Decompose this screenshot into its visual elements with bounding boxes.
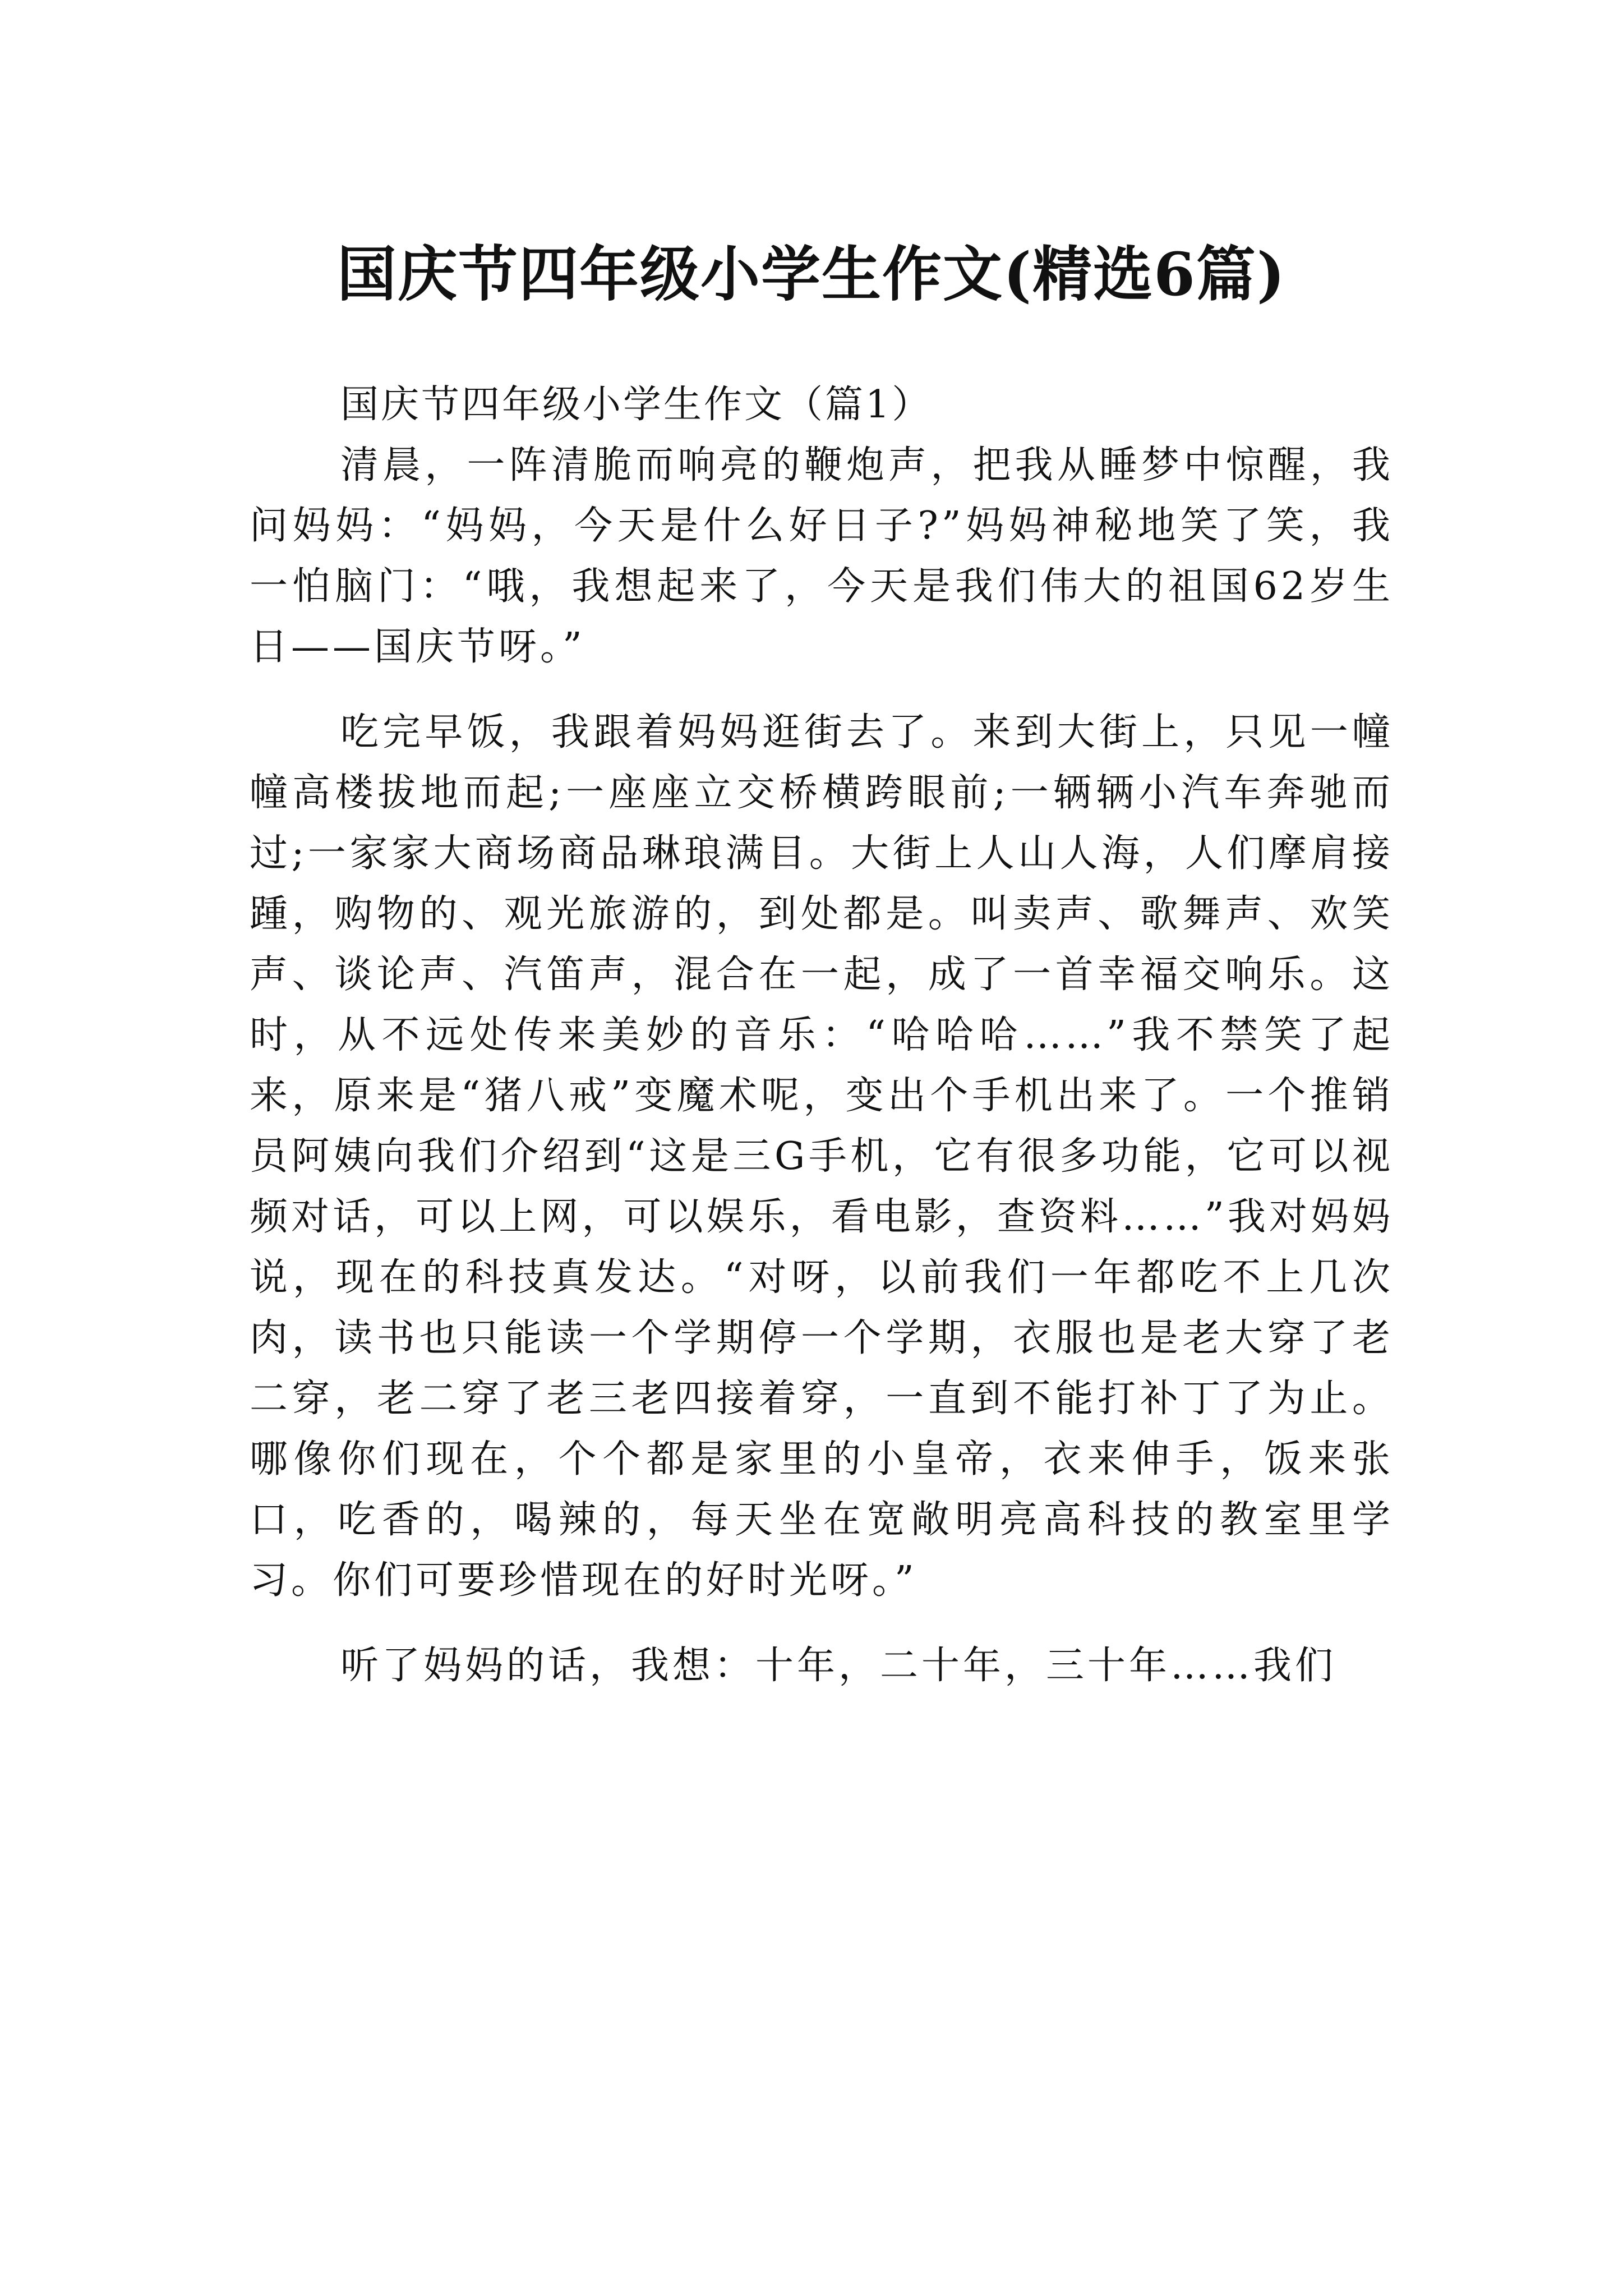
section-heading: 国庆节四年级小学生作文（篇1） [340, 383, 933, 427]
document-title: 国庆节四年级小学生作文(精选6篇) [336, 239, 1287, 310]
paragraph-3: 听了妈妈的话，我想：十年，二十年，三十年……我们 [340, 1644, 1337, 1688]
paragraph-2: 吃完早饭，我跟着妈妈逛街去了。来到大街上，只见一幢幢高楼拔地而起;一座座立交桥横跨眼前;一辆辆小汽车奔驰而过;一家家大商场商品琳琅满目。大街上人山人海，人们摩肩接踵，购物的、观光旅游的，到处都是。叫卖声、歌舞声、欢笑声、谈论声、汽笛声，混合在一起，成了一首幸福交响乐。这时，从不远处传来美妙的音乐：“哈哈哈……”我不禁笑了起来，原来是“猪八戒”变魔术呢，变出个手机出来了。一个推销员阿姨向我们介绍到“这是三G手机，它有很多功能，它可以视频对话，可以上网，可以娱乐，看电影，查资料……”我对妈妈说，现在的科技真发达。“对呀，以前我们一年都吃不上几次肉，读书也只能读一个学期停一个学期，衣服也是老大穿了老二穿，老二穿了老三老四接着穿，一直到不能打补丁了为止。哪像你们现在，个个都是家里的小皇帝，衣来伸手，饭来张口，吃香的，喝辣的，每天坐在宽敞明亮高科技的教室里学习。你们可要珍惜现在的好时光呀。” [250, 710, 1394, 1603]
paragraph-1: 清晨，一阵清脆而响亮的鞭炮声，把我从睡梦中惊醒，我问妈妈：“妈妈，今天是什么好日子?”妈妈神秘地笑了笑，我一怕脑门：“哦，我想起来了，今天是我们伟大的祖国62岁生日——国庆节呀。” [250, 443, 1394, 669]
document-body [250, 375, 1394, 1696]
